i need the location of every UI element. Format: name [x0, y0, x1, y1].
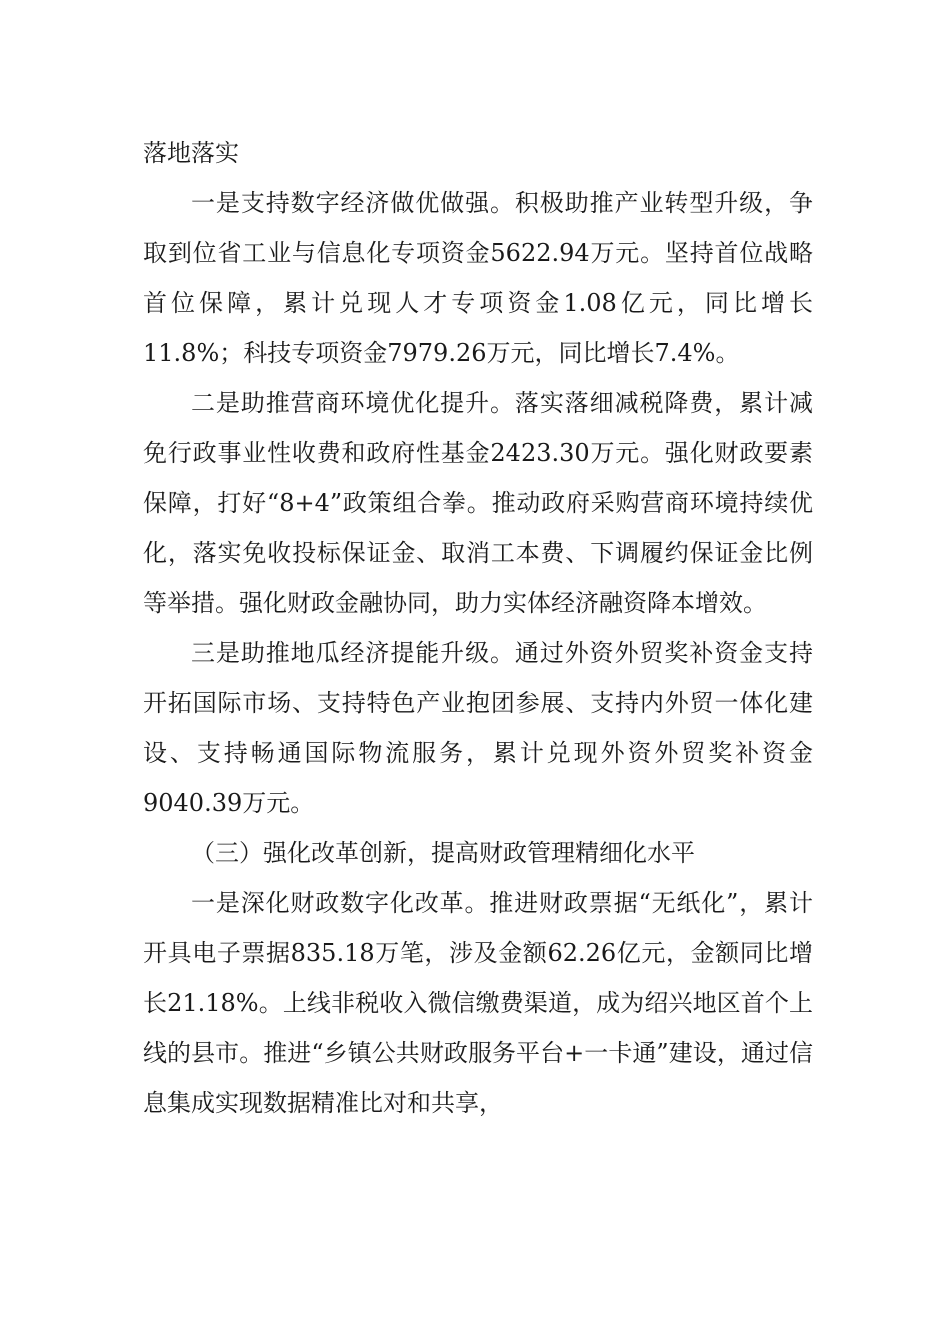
- paragraph-business-environment: 二是助推营商环境优化提升。落实落细减税降费，累计减免行政事业性收费和政府性基金2423.30万元。强化财政要素保障，打好“8+4”政策组合拳。推动政府采购营商环境持续优化，落实免收投标保证金、取消工本费、下调履约保证金比例等举措。强化财政金融协同，助力实体经济融资降本增效。: [143, 389, 813, 617]
- paragraph-digital-economy: 一是支持数字经济做优做强。积极助推产业转型升级，争取到位省工业与信息化专项资金5622.94万元。坚持首位战略首位保障，累计兑现人才专项资金1.08亿元，同比增长11.8%；科技专项资金7979.26万元，同比增长7.4%。: [143, 189, 813, 367]
- document-body: [143, 128, 813, 1128]
- paragraph-digital-reform: 一是深化财政数字化改革。推进财政票据“无纸化”，累计开具电子票据835.18万笔，涉及金额62.26亿元，金额同比增长21.18%。上线非税收入微信缴费渠道，成为绍兴地区首个上线的县市。推进“乡镇公共财政服务平台+一卡通”建设，通过信息集成实现数据精准比对和共享，: [143, 889, 813, 1117]
- section-heading-reform: （三）强化改革创新，提高财政管理精细化水平: [191, 839, 695, 867]
- paragraph-sweet-potato-economy: 三是助推地瓜经济提能升级。通过外资外贸奖补资金支持开拓国际市场、支持特色产业抱团参展、支持内外贸一体化建设、支持畅通国际物流服务，累计兑现外资外贸奖补资金9040.39万元。: [143, 639, 813, 817]
- paragraph-continuation: 落地落实: [143, 139, 239, 167]
